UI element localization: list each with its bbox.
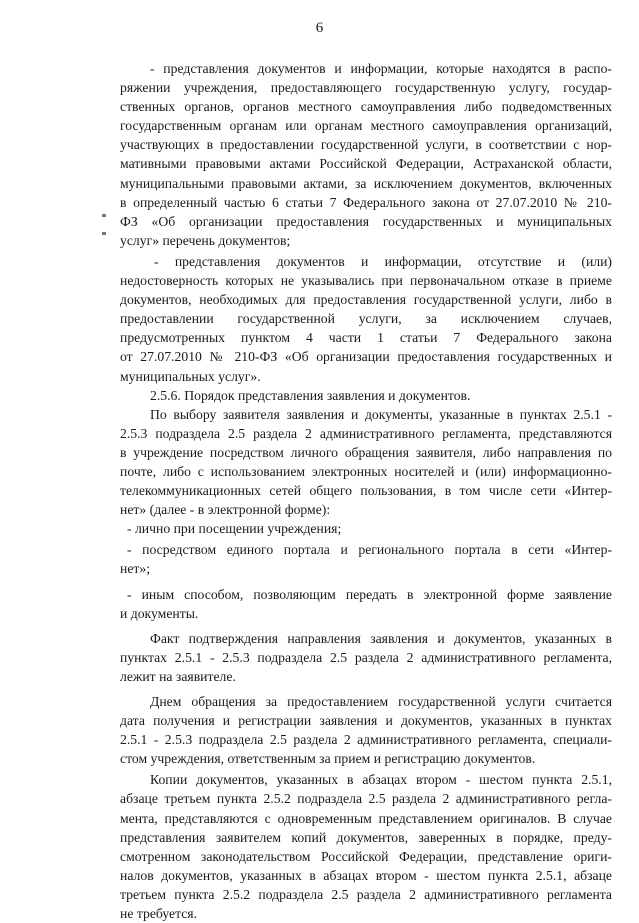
text-line: предоставлении государственной услуги, за исключением случаев, [120, 311, 612, 327]
text-line: мативными правовыми актами Российской Федерации, Астраханской области, [120, 156, 612, 172]
text-line: в учреждение посредством личного обращения заявителя, либо направления по [120, 444, 612, 460]
text-line: ряжении учреждения, предоставляющего государственную услугу, государ- [120, 80, 612, 96]
text-line: в определенный частью 6 статьи 7 Федерального закона от 27.07.2010 № 210- [120, 194, 612, 210]
text-line: - посредством единого портала и регионального портала в сети «Интер- [127, 542, 612, 558]
scan-mark [102, 232, 106, 235]
text-line: документов, необходимых для предоставления государственной услуги, либо в [120, 292, 612, 308]
text-line: 2.5.1 - 2.5.3 подраздела 2.5 раздела 2 административного регламента, специали- [120, 732, 612, 748]
text-line: телекоммуникационных сетей общего пользования, в том числе сети «Интер- [120, 483, 612, 499]
scan-mark [102, 214, 106, 217]
text-line: Копии документов, указанных в абзацах втором - шестом пункта 2.5.1, [150, 772, 612, 788]
text-line: муниципальных услуг». [120, 368, 261, 384]
text-line: муниципальными правовыми актами, за исключением документов, включенных [120, 175, 612, 191]
text-line: третьем пункта 2.5.2 подраздела 2.5 раздела 2 административного регламента [120, 886, 612, 902]
text-line: недостоверность которых не указывались при первоначальном отказе в приеме [120, 273, 612, 289]
text-line: нет»; [120, 561, 151, 577]
text-line: ственных органов, органов местного самоуправления либо подведомственных [120, 99, 612, 115]
text-line: почте, либо с использованием электронных носителей и (или) информационно- [120, 463, 612, 479]
text-line: участвующих в предоставлении государственной услуги, в соответствии с нор- [120, 137, 612, 153]
text-line: государственным органам или органам местного самоуправления организаций, [120, 118, 612, 134]
text-line: представления заявителем копий документов, заверенных в порядке, преду- [120, 829, 612, 845]
text-line: - иным способом, позволяющим передать в электронной форме заявление [127, 586, 612, 602]
body-text [120, 59, 612, 923]
text-line: 2.5.6. Порядок представления заявления и документов. [150, 387, 471, 403]
text-line: пунктах 2.5.1 - 2.5.3 подраздела 2.5 раздела 2 административного регламента, [120, 649, 612, 665]
text-line: налов документов, указанных в абзацах втором - шестом пункта 2.5.1, абзаце [120, 867, 612, 883]
text-line: - представления документов и информации, которые находятся в распо- [150, 61, 612, 76]
text-line: услуг» перечень документов; [120, 232, 291, 248]
text-line: стом учреждения, ответственным за прием и регистрацию документов. [120, 751, 536, 767]
text-line: Факт подтверждения направления заявления и документов, указанных в [150, 630, 612, 646]
text-line: лежит на заявителе. [120, 668, 236, 684]
text-line: нет» (далее - в электронной форме): [120, 502, 331, 518]
text-line: дата получения и регистрации заявления и документов, указанных в пунктах [120, 713, 612, 729]
page-number: 6 [315, 20, 324, 36]
text-line: 2.5.3 подраздела 2.5 раздела 2 административного регламента, представляются [120, 425, 612, 441]
text-line: - лично при посещении учреждения; [127, 521, 342, 537]
text-line: По выбору заявителя заявления и документы, указанные в пунктах 2.5.1 - [150, 406, 612, 422]
text-line: абзаце третьем пункта 2.5.2 подраздела 2.5 раздела 2 административного регла- [120, 791, 612, 807]
text-line: ФЗ «Об организации предоставления государственных и муниципальных [120, 213, 612, 229]
text-line: Днем обращения за предоставлением государственной услуги считается [150, 694, 612, 709]
text-line: мента, представляются с одновременным представлением оригиналов. В случае [120, 810, 612, 826]
text-line: не требуется. [120, 906, 198, 922]
text-line: и документы. [120, 605, 199, 621]
text-line: - представления документов и информации, отсутствие и (или) [154, 253, 612, 269]
text-line: смотренном законодательством Российской Федерации, представление ориги- [120, 848, 612, 864]
text-line: предусмотренных пунктом 4 части 1 статьи 7 Федерального закона [120, 330, 612, 346]
text-line: от 27.07.2010 № 210-ФЗ «Об организации предоставления государственных и [120, 349, 612, 365]
